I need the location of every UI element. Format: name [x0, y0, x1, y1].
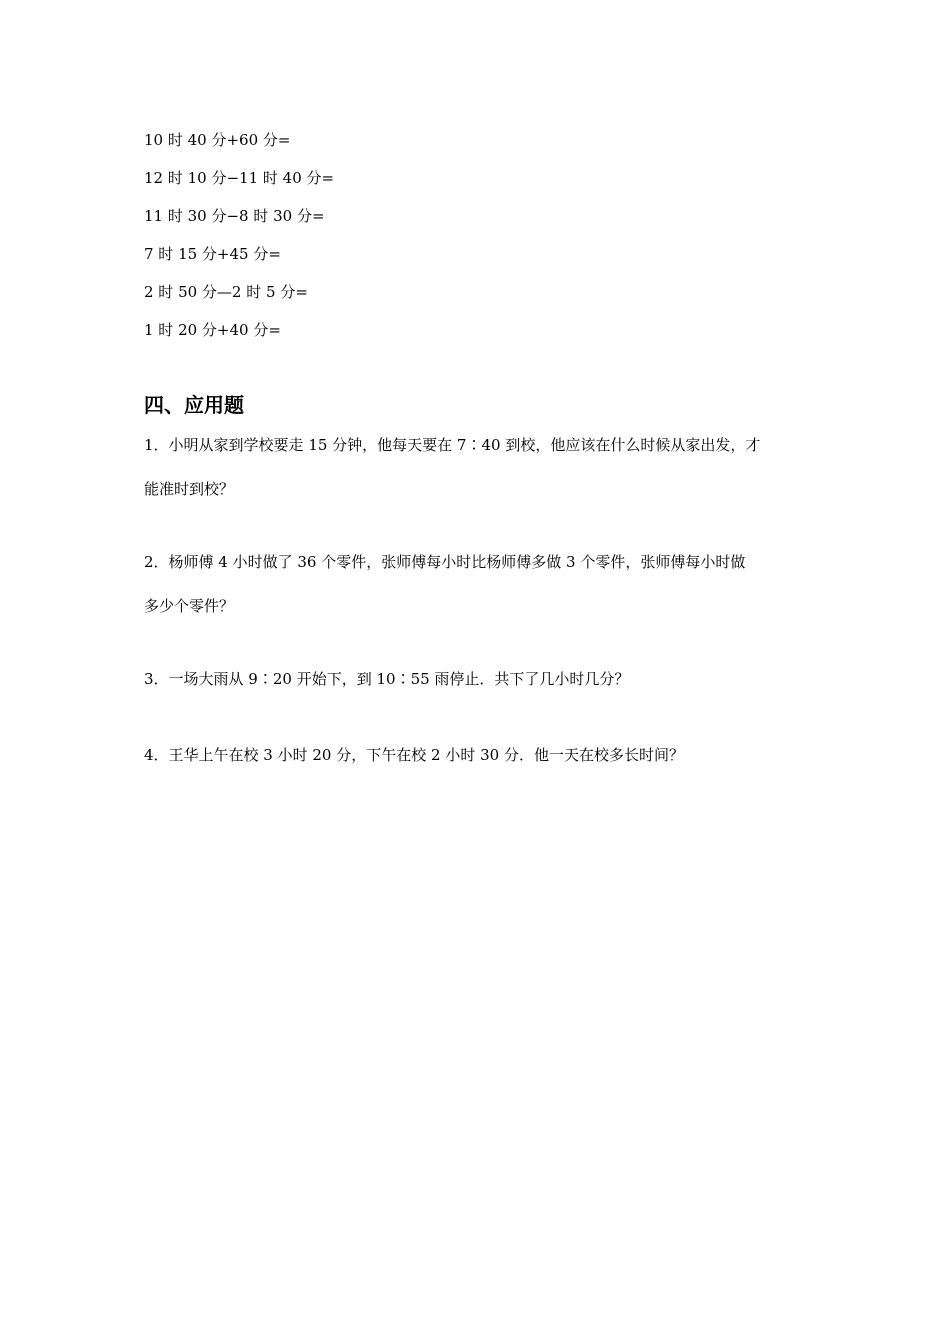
- calculation-item: 12 时 10 分−11 时 40 分=: [144, 169, 335, 187]
- problem-text-line: 3．一场大雨从 9∶20 开始下，到 10∶55 雨停止．共下了几小时几分？: [144, 670, 630, 688]
- calculation-item: 11 时 30 分−8 时 30 分=: [144, 207, 325, 225]
- calculation-item: 2 时 50 分—2 时 5 分=: [144, 283, 308, 301]
- calculation-item: 1 时 20 分+40 分=: [144, 321, 281, 339]
- word-problem-3: [144, 669, 808, 689]
- problem-text-line: 4．王华上午在校 3 小时 20 分，下午在校 2 小时 30 分．他一天在校多长时间？: [144, 746, 684, 764]
- problem-text-line: 1．小明从家到学校要走 15 分钟，他每天要在 7∶40 到校，他应该在什么时候从家出发，才: [144, 436, 761, 454]
- word-problem-2: [144, 552, 808, 616]
- problem-text-line: 2．杨师傅 4 小时做了 36 个零件，张师傅每小时比杨师傅多做 3 个零件，张师傅每小时做: [144, 553, 746, 571]
- section-title: 四、应用题: [144, 393, 244, 417]
- calculation-item: 7 时 15 分+45 分=: [144, 245, 281, 263]
- word-problem-4: [144, 745, 808, 765]
- problem-text-line: 能准时到校？: [144, 480, 235, 498]
- problem-text-line: 多少个零件？: [144, 597, 235, 615]
- calculation-item: 10 时 40 分+60 分=: [144, 131, 291, 149]
- word-problem-1: [144, 435, 808, 499]
